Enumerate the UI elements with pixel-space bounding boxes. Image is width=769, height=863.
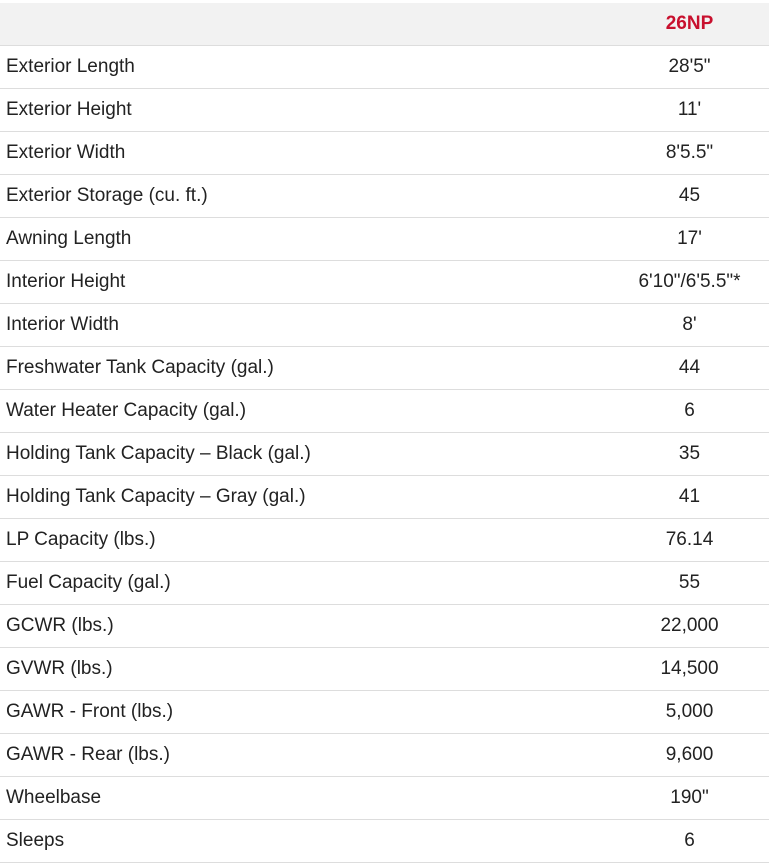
table-row	[0, 304, 769, 347]
spec-label: Fuel Capacity (gal.)	[0, 562, 610, 605]
table-row	[0, 519, 769, 562]
table-row	[0, 476, 769, 519]
spec-label: GVWR (lbs.)	[0, 648, 610, 691]
table-row	[0, 691, 769, 734]
spec-label: GCWR (lbs.)	[0, 605, 610, 648]
spec-value: 17'	[610, 218, 769, 261]
header-label-cell	[0, 3, 610, 46]
spec-label: Holding Tank Capacity – Black (gal.)	[0, 433, 610, 476]
table-row	[0, 390, 769, 433]
spec-value: 55	[610, 562, 769, 605]
spec-value: 28'5"	[610, 46, 769, 89]
spec-label: Freshwater Tank Capacity (gal.)	[0, 347, 610, 390]
spec-value: 22,000	[610, 605, 769, 648]
spec-label: Water Heater Capacity (gal.)	[0, 390, 610, 433]
spec-value: 76.14	[610, 519, 769, 562]
spec-label: Awning Length	[0, 218, 610, 261]
spec-value: 5,000	[610, 691, 769, 734]
table-row	[0, 562, 769, 605]
spec-label: Exterior Height	[0, 89, 610, 132]
spec-label: Wheelbase	[0, 777, 610, 820]
spec-table	[0, 3, 769, 863]
table-row	[0, 820, 769, 863]
spec-label: LP Capacity (lbs.)	[0, 519, 610, 562]
table-row	[0, 46, 769, 89]
spec-label: Sleeps	[0, 820, 610, 863]
spec-value: 44	[610, 347, 769, 390]
spec-label: Exterior Length	[0, 46, 610, 89]
table-row	[0, 132, 769, 175]
table-row	[0, 777, 769, 820]
spec-value: 6	[610, 820, 769, 863]
spec-value: 35	[610, 433, 769, 476]
spec-label: GAWR - Front (lbs.)	[0, 691, 610, 734]
spec-value: 6	[610, 390, 769, 433]
spec-value: 14,500	[610, 648, 769, 691]
table-row	[0, 218, 769, 261]
spec-label: Interior Width	[0, 304, 610, 347]
spec-value: 45	[610, 175, 769, 218]
model-header: 26NP	[610, 3, 769, 46]
table-row	[0, 648, 769, 691]
table-row	[0, 734, 769, 777]
spec-value: 8'	[610, 304, 769, 347]
spec-label: GAWR - Rear (lbs.)	[0, 734, 610, 777]
spec-value: 190"	[610, 777, 769, 820]
spec-label: Interior Height	[0, 261, 610, 304]
spec-value: 41	[610, 476, 769, 519]
table-row	[0, 605, 769, 648]
table-row	[0, 347, 769, 390]
spec-label: Holding Tank Capacity – Gray (gal.)	[0, 476, 610, 519]
header-row	[0, 3, 769, 46]
spec-value: 8'5.5"	[610, 132, 769, 175]
spec-value: 6'10"/6'5.5"*	[610, 261, 769, 304]
table-row	[0, 261, 769, 304]
spec-value: 9,600	[610, 734, 769, 777]
table-row	[0, 175, 769, 218]
spec-label: Exterior Storage (cu. ft.)	[0, 175, 610, 218]
spec-value: 11'	[610, 89, 769, 132]
spec-label: Exterior Width	[0, 132, 610, 175]
table-row	[0, 89, 769, 132]
table-row	[0, 433, 769, 476]
